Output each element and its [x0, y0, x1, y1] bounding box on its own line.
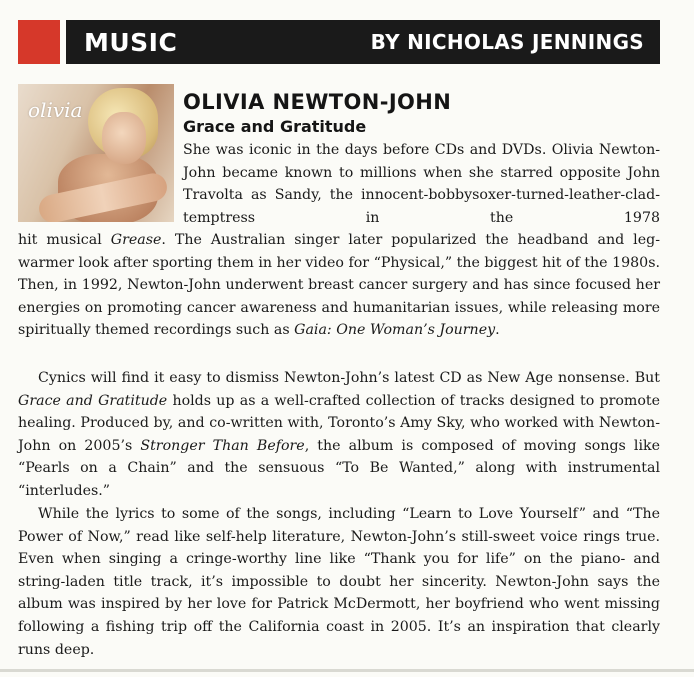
- section-title: MUSIC: [84, 27, 178, 57]
- p1-text-b: . The Australian singer later popularized the headband and leg-warmer look after sporting them in her video for “Physical,” the biggest hit of the 1980s. Then, in 1992, Newton-John underwent breast cancer surgery and has since focused her energies on promoting cancer awareness and humanitarian issues, while releasing more spiritually themed recordings such as: [18, 232, 660, 339]
- album-cover-logo: olivia: [28, 98, 83, 122]
- album-cover-image: [18, 84, 174, 222]
- p2-text-b: holds up as a well-crafted collection of tracks designed to promote healing. Produced by, and co-written with, Toronto’s Amy Sky, who worked with Newton-John on 2005’s: [18, 392, 661, 454]
- p2-text-a: Cynics will find it easy to dismiss Newton-John’s latest CD as New Age nonsense. But: [38, 370, 660, 386]
- paragraph-1-lead-text: She was iconic in the days before CDs and DVDs. Olivia Newton-John became known to millions when she starred opposite John Travolta as Sandy, the innocent-bobbysoxer-turned-leather-clad-temptress in the 1978: [183, 142, 660, 226]
- section-header: [18, 20, 660, 64]
- p2-italic-stronger: Stronger Than Before: [140, 437, 305, 454]
- paragraph-3: [18, 503, 660, 661]
- p1-italic-gaia: Gaia: One Woman’s Journey: [294, 322, 496, 339]
- p1-text-a: hit musical: [18, 232, 111, 248]
- section-accent-block: [18, 20, 60, 64]
- article-artist-title: OLIVIA NEWTON-JOHN: [183, 90, 452, 114]
- p1-text-end: .: [495, 322, 500, 339]
- paragraph-1-continued: [18, 229, 660, 342]
- paragraph-1-lead: [183, 139, 660, 229]
- page-bottom-rule: [0, 669, 694, 672]
- album-title: Grace and Gratitude: [183, 117, 367, 136]
- byline: BY NICHOLAS JENNINGS: [370, 30, 644, 54]
- p2-text-c: , the album is composed of moving songs like “Pearls on a Chain” and the sensuous “To Be Wanted,” along with instrumental “interludes.”: [18, 437, 660, 499]
- p2-italic-album: Grace and Gratitude: [18, 392, 168, 409]
- paragraph-2: [18, 367, 660, 503]
- header-bar: [66, 20, 660, 64]
- paragraph-3-text: While the lyrics to some of the songs, including “Learn to Love Yourself” and “The Power of Now,” read like self-help literature, Newton-John’s still-sweet voice rings true. Even when singing a cringe-worthy line like “Thank you for life” on the piano- and string-laden title track, it’s impossible to doubt her sincerity. Newton-John says the album was inspired by her love for Patrick McDermott, her boyfriend who went missing following a fishing trip off the California coast in 2005. It’s an inspiration that clearly runs deep.: [18, 506, 660, 658]
- p1-italic-grease: Grease: [110, 232, 162, 248]
